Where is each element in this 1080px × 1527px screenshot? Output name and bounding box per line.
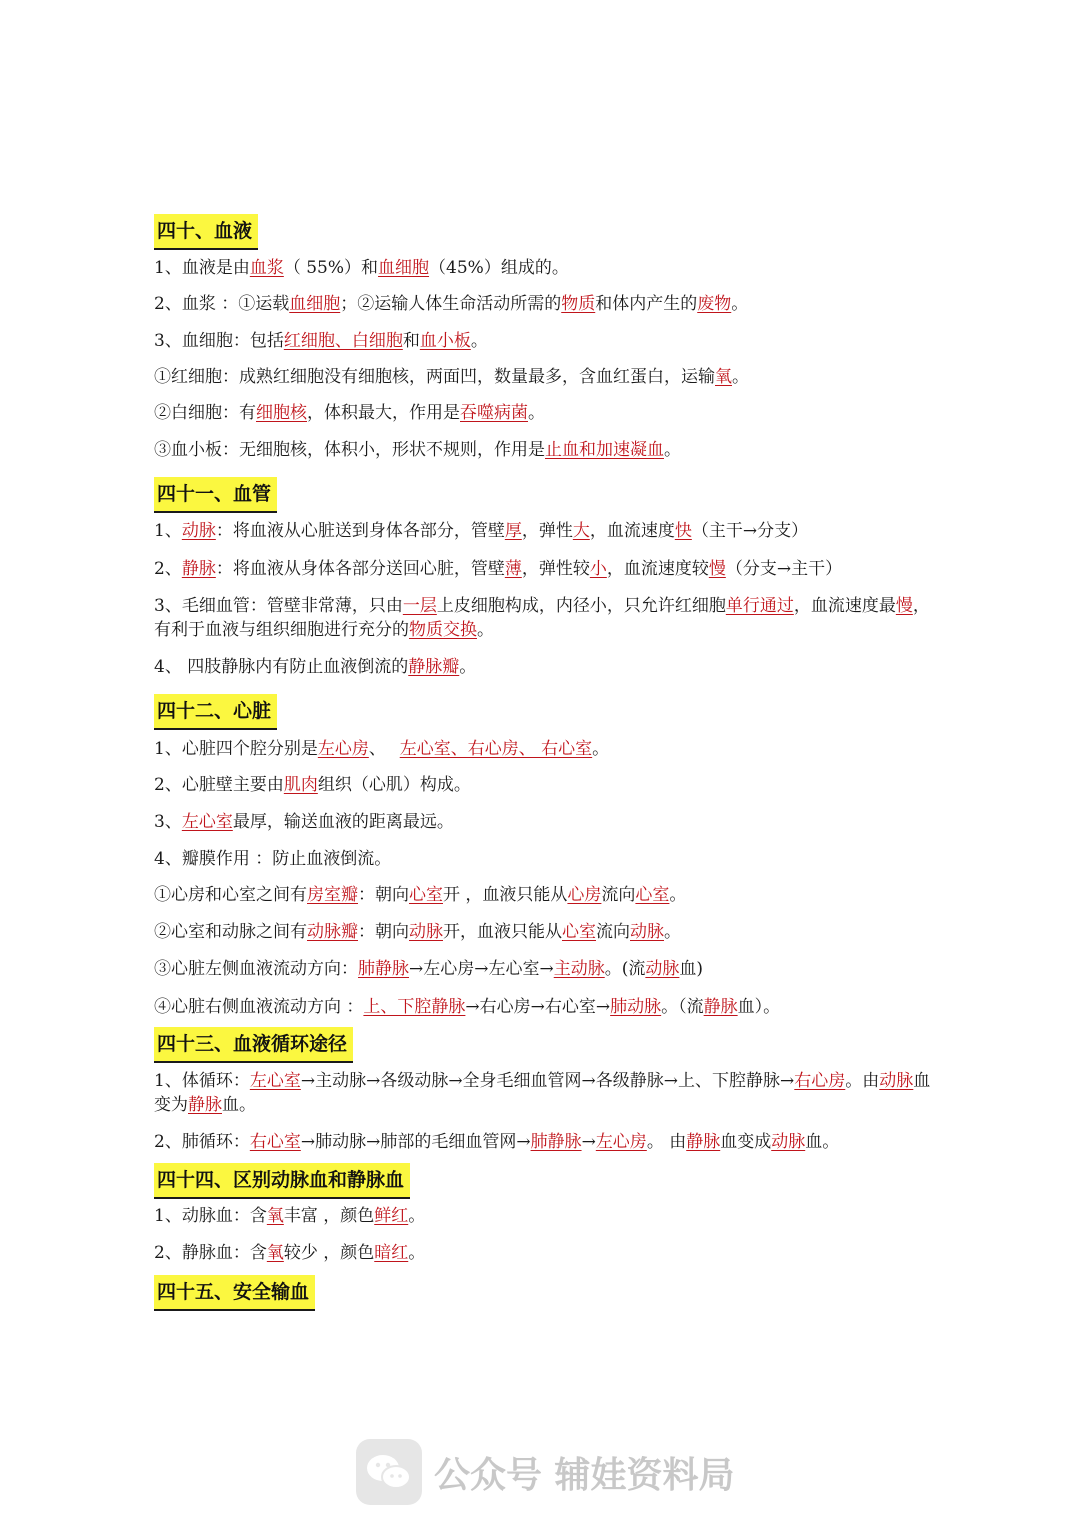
- text-segment: （分支→主干）: [725, 559, 843, 579]
- key-term: 氧: [266, 1206, 284, 1226]
- key-term: 左心室、右心房、 右心室: [399, 739, 593, 759]
- key-term: 心室: [409, 885, 443, 905]
- text-segment: ④心脏右侧血液流动方向 ：: [154, 997, 364, 1017]
- text-segment: 血变成: [720, 1132, 772, 1152]
- text-segment: 血): [679, 959, 704, 979]
- watermark: [356, 1437, 746, 1507]
- text-segment: ：朝向: [358, 885, 409, 905]
- text-segment: →主动脉→各级动脉→全身毛细血管网→各级静脉→上、下腔静脉→: [300, 1071, 795, 1091]
- key-term: 动脉: [181, 521, 216, 541]
- key-term: 心室: [635, 885, 670, 905]
- text-line: [154, 810, 934, 834]
- section-heading: 四十一、血管: [154, 477, 277, 513]
- key-term: 快: [674, 521, 692, 541]
- text-segment: 。: [732, 367, 749, 387]
- key-term: 心室: [562, 922, 596, 942]
- text-line: [154, 256, 934, 280]
- text-line: [154, 995, 934, 1019]
- key-term: 红细胞、白细胞: [283, 331, 403, 351]
- key-term: 薄: [504, 559, 522, 579]
- key-term: 静脉: [181, 559, 216, 579]
- text-segment: 。由: [845, 1071, 880, 1091]
- text-segment: 。（流: [661, 997, 704, 1017]
- text-segment: 。: [664, 922, 681, 942]
- key-term: 氧: [715, 367, 732, 387]
- key-term: 厚: [504, 521, 522, 541]
- text-segment: ，血流速度: [589, 521, 675, 541]
- text-segment: 。: [477, 620, 494, 640]
- text-segment: 较少 ，颜色: [283, 1243, 375, 1263]
- text-line: [154, 773, 934, 797]
- section-heading: 四十五、安全输血: [154, 1275, 315, 1311]
- section-heading: 四十三、血液循环途径: [154, 1027, 353, 1063]
- text-segment: ；②运输人体生命活动所需的: [340, 294, 562, 314]
- key-term: 血细胞: [289, 294, 341, 314]
- key-term: 细胞核: [256, 403, 307, 423]
- text-line: [154, 438, 934, 462]
- text-segment: 1、动脉血：含: [154, 1206, 267, 1226]
- text-line: [154, 1241, 934, 1265]
- text-line: [154, 920, 934, 944]
- text-segment: 3、毛细血管：管壁非常薄，只由: [154, 596, 403, 616]
- text-segment: →左心房→左心室→: [409, 959, 554, 979]
- key-term: 动脉: [645, 959, 680, 979]
- text-segment: →: [581, 1132, 596, 1152]
- key-term: 右心室: [249, 1132, 301, 1152]
- key-term: 慢: [708, 559, 726, 579]
- text-segment: 和体内产生的: [595, 294, 698, 314]
- text-segment: ，体积最大，作用是: [307, 403, 460, 423]
- text-segment: 。: [528, 403, 545, 423]
- text-segment: 。: [664, 440, 681, 460]
- key-term: 氧: [266, 1243, 284, 1263]
- text-segment: ①心房和心室之间有: [154, 885, 307, 905]
- key-term: 肺动脉: [610, 997, 662, 1017]
- key-term: 吞噬病菌: [460, 403, 528, 423]
- key-term: 右心房: [794, 1071, 846, 1091]
- text-segment: 。: [470, 331, 488, 351]
- key-term: 动脉: [630, 922, 664, 942]
- key-term: 静脉瓣: [408, 657, 460, 677]
- key-term: 物质: [561, 294, 596, 314]
- key-term: 单行通过: [725, 596, 794, 616]
- text-segment: 组织（心肌）构成。: [317, 775, 471, 795]
- text-segment: 4、瓣膜作用 ：防止血液倒流。: [154, 849, 392, 869]
- key-term: 暗红: [374, 1243, 409, 1263]
- key-term: 一层: [402, 596, 437, 616]
- text-segment: 2、心脏壁主要由: [154, 775, 284, 795]
- section-heading: 四十四、区别动脉血和静脉血: [154, 1163, 410, 1199]
- text-line: [154, 883, 934, 907]
- text-segment: 2、血浆 ：①运载: [154, 294, 290, 314]
- text-segment: 2、静脉血：含: [154, 1243, 267, 1263]
- key-term: 鲜红: [374, 1206, 409, 1226]
- key-term: 动脉: [879, 1071, 914, 1091]
- text-segment: 4、 四肢静脉内有防止血液倒流的: [154, 657, 409, 677]
- text-line: [154, 292, 934, 316]
- text-segment: 。: [459, 657, 477, 677]
- watermark-text: 公众号 辅娃资料局: [434, 1454, 735, 1496]
- text-segment: 最厚，输送血液的距离最远。: [232, 812, 454, 832]
- text-segment: 1、: [154, 521, 182, 541]
- text-segment: ：将血液从心脏送到身体各部分，管壁: [215, 521, 505, 541]
- section-heading: 四十二、心脏: [154, 694, 277, 730]
- key-term: 慢: [895, 596, 913, 616]
- text-segment: ③血小板：无细胞核，体积小，形状不规则，作用是: [154, 440, 545, 460]
- text-segment: 血）。: [737, 997, 781, 1017]
- key-term: 血浆: [249, 258, 284, 278]
- key-term: 大: [572, 521, 590, 541]
- key-term: 肺静脉: [530, 1132, 582, 1152]
- text-segment: ②心室和动脉之间有: [154, 922, 307, 942]
- text-line: [154, 594, 934, 642]
- text-segment: ：将血液从身体各部分送回心脏，管壁: [215, 559, 505, 579]
- text-line: [154, 957, 934, 981]
- text-segment: 开 ，血液只能从: [443, 885, 568, 905]
- text-segment: 上皮细胞构成，内径小，只允许红细胞: [436, 596, 726, 616]
- text-segment: 2、肺循环：: [154, 1132, 250, 1152]
- text-line: [154, 1204, 934, 1228]
- key-term: 左心室: [181, 812, 233, 832]
- wechat-icon: [356, 1439, 422, 1505]
- text-segment: ，血流速度最: [793, 596, 896, 616]
- text-line: [154, 737, 934, 761]
- text-line: [154, 655, 934, 679]
- text-line: [154, 1069, 934, 1117]
- text-segment: →肺动脉→肺部的毛细血管网→: [300, 1132, 531, 1152]
- text-segment: 。: [669, 885, 687, 905]
- text-segment: 血。: [805, 1132, 840, 1152]
- text-segment: ：朝向: [358, 922, 409, 942]
- text-segment: 1、血液是由: [154, 258, 250, 278]
- section-heading: 四十、血液: [154, 214, 258, 250]
- key-term: 静脉: [188, 1095, 222, 1115]
- text-segment: 。 由: [646, 1132, 687, 1152]
- key-term: 物质交换: [409, 620, 477, 640]
- text-line: [154, 365, 934, 389]
- key-term: 房室瓣: [307, 885, 358, 905]
- text-segment: 流向: [601, 885, 636, 905]
- text-segment: 和: [402, 331, 420, 351]
- key-term: 废物: [697, 294, 732, 314]
- key-term: 心房: [567, 885, 602, 905]
- text-segment: （ 55%）和: [283, 258, 379, 278]
- key-term: 血小板: [419, 331, 471, 351]
- text-segment: 1、心脏四个腔分别是: [154, 739, 318, 759]
- text-segment: ，弹性较: [521, 559, 590, 579]
- text-line: [154, 401, 934, 425]
- text-segment: 开，血液只能从: [443, 922, 562, 942]
- text-segment: 。: [408, 1243, 426, 1263]
- text-segment: ②白细胞：有: [154, 403, 256, 423]
- text-segment: ，有利于血液与组织细胞进行充分的: [154, 596, 930, 640]
- text-line: [154, 519, 934, 543]
- text-segment: 血。: [222, 1095, 256, 1115]
- text-segment: ，弹性: [521, 521, 573, 541]
- key-term: 左心房: [317, 739, 369, 759]
- text-line: [154, 557, 934, 581]
- text-segment: ，血流速度较: [606, 559, 709, 579]
- text-segment: 。: [592, 739, 610, 759]
- key-term: 静脉: [703, 997, 738, 1017]
- text-segment: 1、体循环：: [154, 1071, 250, 1091]
- text-segment: ①红细胞：成熟红细胞没有细胞核，两面凹，数量最多，含血红蛋白，运输: [154, 367, 715, 387]
- text-segment: 。(流: [604, 959, 646, 979]
- text-segment: 。: [731, 294, 749, 314]
- text-segment: 。: [408, 1206, 426, 1226]
- key-term: 上、下腔静脉: [363, 997, 466, 1017]
- key-term: 静脉: [686, 1132, 721, 1152]
- key-term: 止血和加速凝血: [545, 440, 664, 460]
- text-segment: 丰富 ，颜色: [283, 1206, 375, 1226]
- key-term: 主动脉: [553, 959, 605, 979]
- text-segment: 血变为: [154, 1071, 931, 1115]
- text-line: [154, 329, 934, 353]
- key-term: 动脉: [409, 922, 443, 942]
- text-segment: （45%）组成的。: [429, 258, 569, 278]
- key-term: 小: [589, 559, 607, 579]
- key-term: 动脉: [771, 1132, 806, 1152]
- text-segment: 流向: [596, 922, 630, 942]
- key-term: 肺静脉: [358, 959, 409, 979]
- text-segment: 、: [368, 739, 400, 759]
- text-line: [154, 1130, 934, 1154]
- text-segment: ③心脏左侧血液流动方向：: [154, 959, 358, 979]
- key-term: 血细胞: [378, 258, 430, 278]
- text-segment: （主干→分支）: [691, 521, 809, 541]
- text-segment: 2、: [154, 559, 182, 579]
- key-term: 左心室: [249, 1071, 301, 1091]
- text-segment: →右心房→右心室→: [465, 997, 611, 1017]
- key-term: 动脉瓣: [307, 922, 358, 942]
- key-term: 肌肉: [283, 775, 318, 795]
- text-segment: 3、: [154, 812, 182, 832]
- text-segment: 3、血细胞：包括: [154, 331, 284, 351]
- key-term: 左心房: [595, 1132, 647, 1152]
- text-line: [154, 847, 934, 871]
